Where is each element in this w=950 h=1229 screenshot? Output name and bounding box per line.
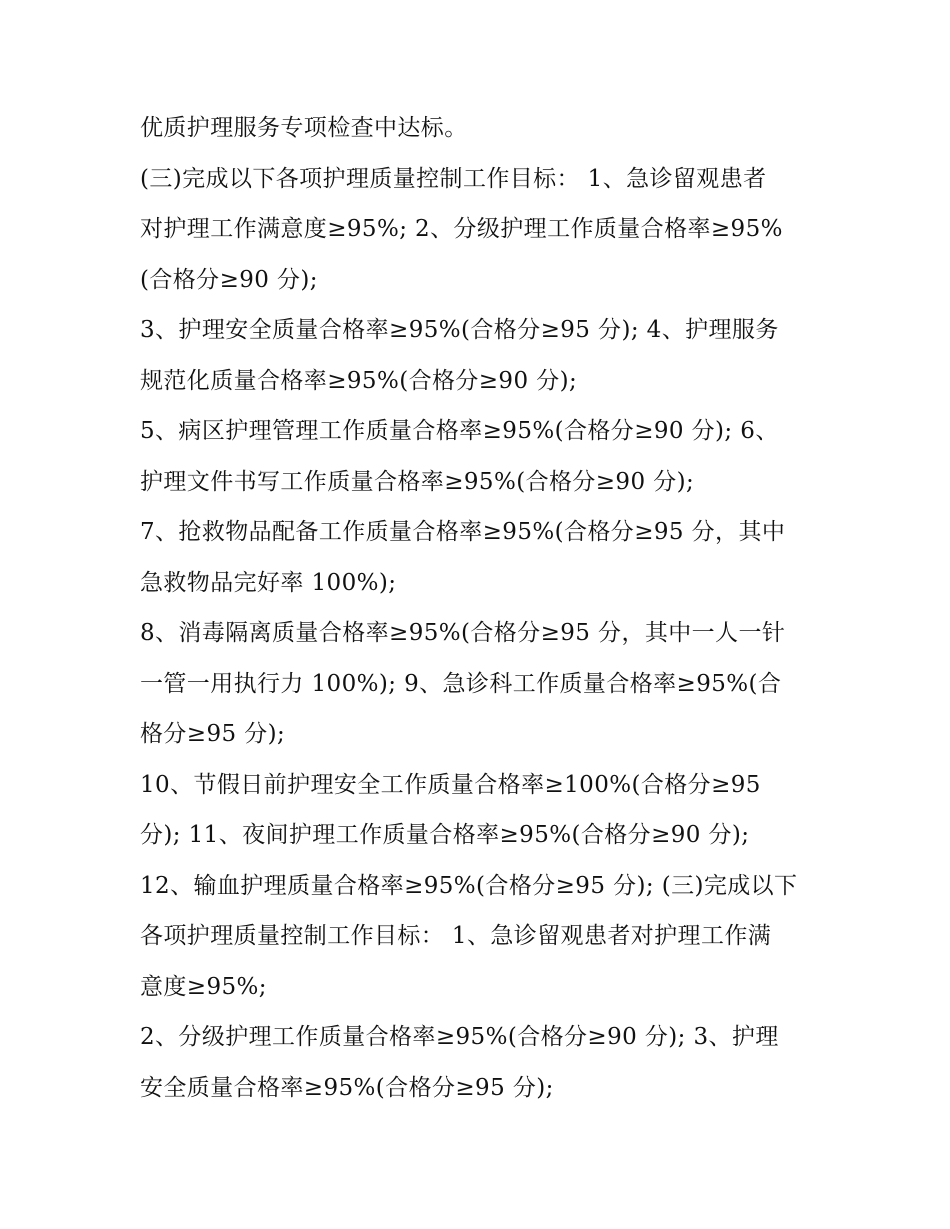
document-body bbox=[140, 103, 840, 1113]
text-line: 格分≥95 分); bbox=[140, 721, 286, 747]
text-line: 安全质量合格率≥95%(合格分≥95 分); bbox=[140, 1074, 554, 1101]
text-line: 优质护理服务专项检查中达标。 bbox=[140, 115, 468, 141]
text-line: 7、抢救物品配备工作质量合格率≥95%(合格分≥95 分，其中 bbox=[140, 519, 786, 545]
text-line: 意度≥95%; bbox=[140, 973, 267, 1000]
text-line: 各项护理质量控制工作目标： 1、急诊留观患者对护理工作满 bbox=[140, 923, 772, 949]
text-line: 2、分级护理工作质量合格率≥95%(合格分≥90 分); 3、护理 bbox=[140, 1024, 779, 1050]
text-line: 一管一用执行力 100%); 9、急诊科工作质量合格率≥95%(合 bbox=[140, 670, 782, 697]
text-line: 分); 11、夜间护理工作质量合格率≥95%(合格分≥90 分); bbox=[140, 822, 750, 848]
text-line: (三)完成以下各项护理质量控制工作目标： 1、急诊留观患者 bbox=[140, 165, 767, 192]
text-line: 10、节假日前护理安全工作质量合格率≥100%(合格分≥95 bbox=[140, 771, 761, 798]
text-line: (合格分≥90 分); bbox=[140, 266, 318, 293]
text-line: 规范化质量合格率≥95%(合格分≥90 分); bbox=[140, 367, 578, 394]
text-line: 3、护理安全质量合格率≥95%(合格分≥95 分); 4、护理服务 bbox=[140, 317, 779, 343]
text-line: 对护理工作满意度≥95%; 2、分级护理工作质量合格率≥95% bbox=[140, 216, 783, 242]
text-line: 护理文件书写工作质量合格率≥95%(合格分≥90 分); bbox=[140, 468, 695, 495]
text-line: 8、消毒隔离质量合格率≥95%(合格分≥95 分，其中一人一针 bbox=[140, 620, 786, 646]
text-line: 急救物品完好率 100%); bbox=[140, 569, 397, 596]
text-line: 5、病区护理管理工作质量合格率≥95%(合格分≥90 分); 6、 bbox=[140, 418, 779, 444]
text-line: 12、输血护理质量合格率≥95%(合格分≥95 分); (三)完成以下 bbox=[140, 872, 798, 899]
